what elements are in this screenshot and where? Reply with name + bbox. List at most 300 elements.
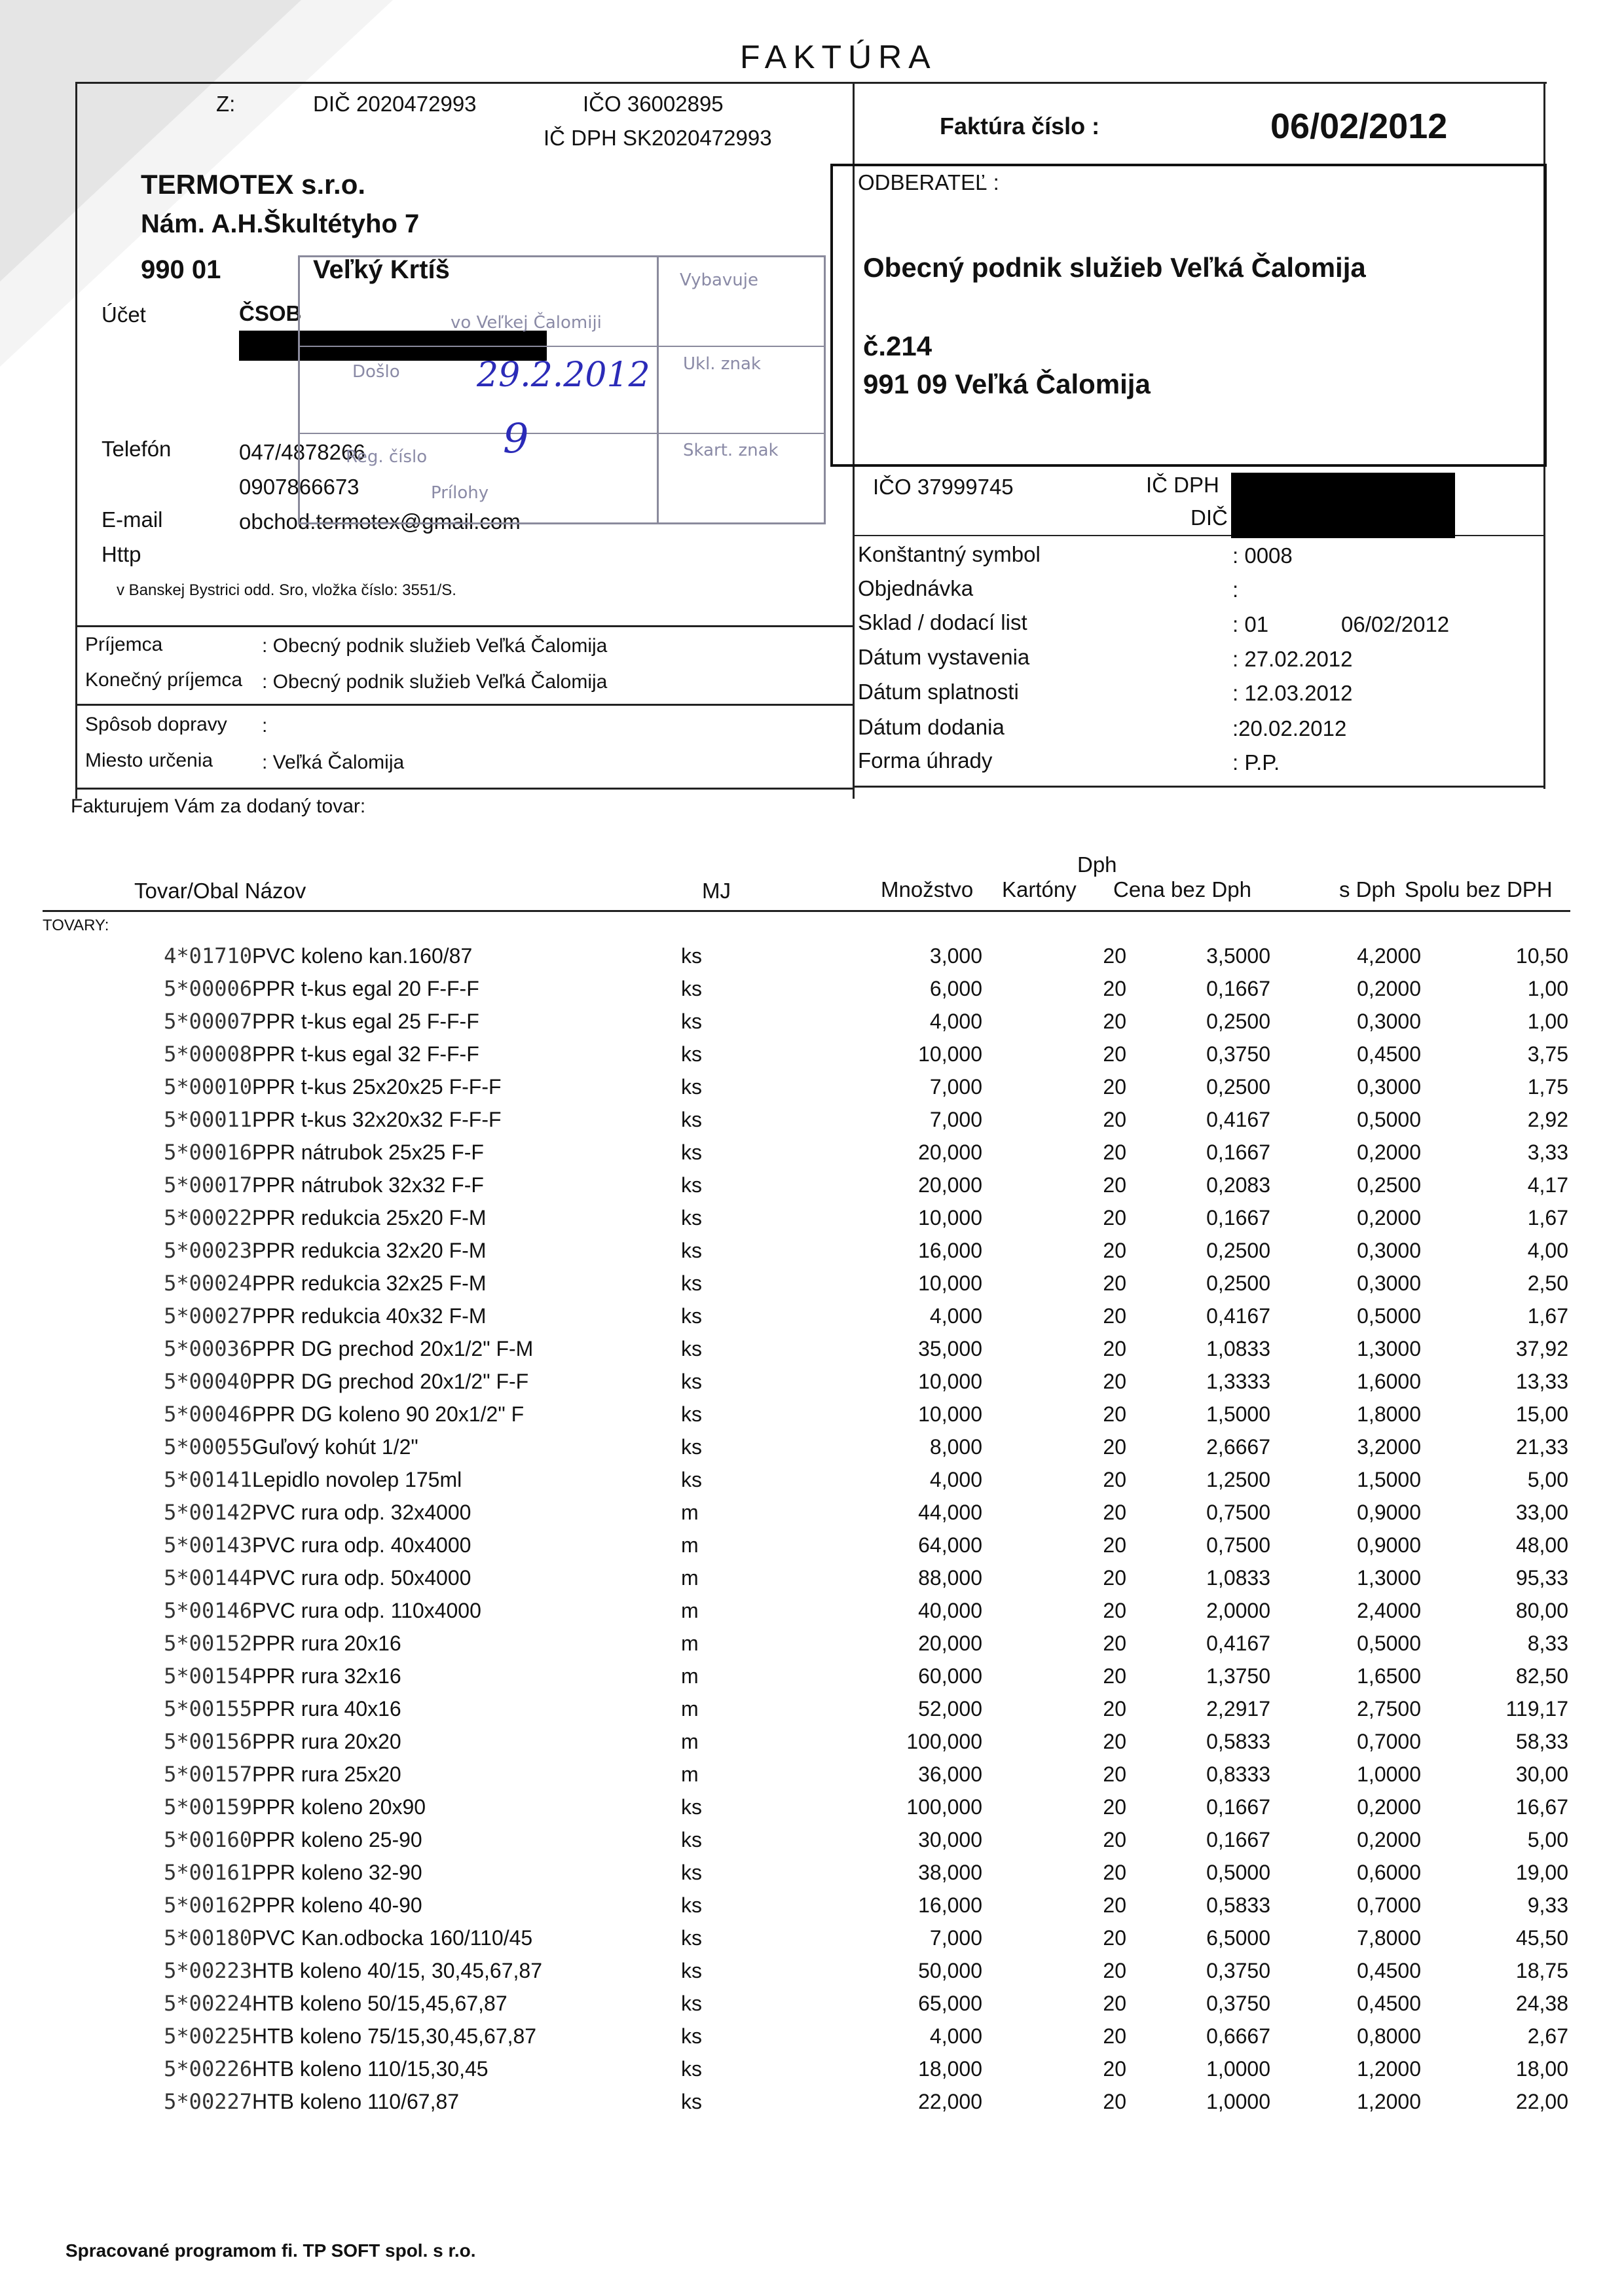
cell-dph: 20: [1103, 1140, 1126, 1164]
cell-price: 0,2500: [1206, 1238, 1270, 1262]
cell-unit: m: [681, 1729, 699, 1753]
cell-qty: 22,000: [918, 2089, 982, 2113]
cell-price: 0,7500: [1206, 1500, 1270, 1524]
cell-name: PVC rura odp. 32x4000: [252, 1500, 471, 1524]
table-row: [0, 972, 1568, 1005]
cell-dph: 20: [1103, 1729, 1126, 1753]
table-row: [0, 1627, 1568, 1660]
recipient-box: [830, 164, 1547, 467]
cell-code: 5*00142: [164, 1500, 252, 1525]
cell-dph: 20: [1103, 1467, 1126, 1491]
delivery-value: : 01: [1232, 612, 1269, 636]
cell-code: 5*00017: [164, 1173, 252, 1197]
cell-price: 1,0833: [1206, 1565, 1270, 1590]
cell-total: 2,50: [1527, 1271, 1568, 1295]
cell-price: 0,1667: [1206, 1827, 1270, 1851]
cell-unit: ks: [681, 1140, 702, 1164]
cell-total: 16,67: [1515, 1795, 1568, 1819]
cell-total: 37,92: [1515, 1336, 1568, 1360]
stamp-reg-label: Reg. číslo: [346, 447, 428, 467]
cell-dph: 20: [1103, 1434, 1126, 1459]
cell-code: 5*00146: [164, 1598, 252, 1623]
cell-total: 48,00: [1515, 1533, 1568, 1557]
cell-dph: 20: [1103, 1762, 1126, 1786]
cell-code: 5*00159: [164, 1795, 252, 1819]
recipient-ico: IČO 37999745: [873, 475, 1014, 499]
cell-price-vat: 0,4500: [1357, 1958, 1421, 1982]
cell-price-vat: 0,5000: [1357, 1631, 1421, 1655]
issued-value: : 27.02.2012: [1232, 647, 1353, 671]
cell-code: 5*00152: [164, 1631, 252, 1656]
cell-price-vat: 0,2000: [1357, 1795, 1421, 1819]
stamp-handwritten-reg: 9: [503, 414, 529, 462]
cell-dph: 20: [1103, 1500, 1126, 1524]
cell-name: PVC koleno kan.160/87: [252, 943, 473, 968]
cell-unit: ks: [681, 1467, 702, 1491]
cell-name: PPR DG prechod 20x1/2" F-F: [252, 1369, 529, 1393]
cell-name: PPR redukcia 25x20 F-M: [252, 1205, 487, 1230]
invoice-box-top: [853, 82, 1547, 84]
const-symbol-value: : 0008: [1232, 543, 1293, 568]
cell-unit: ks: [681, 2089, 702, 2113]
cell-total: 4,00: [1527, 1238, 1568, 1262]
payment-label: Forma úhrady: [858, 748, 993, 773]
cell-total: 18,75: [1515, 1958, 1568, 1982]
cell-dph: 20: [1103, 2024, 1126, 2048]
cell-total: 19,00: [1515, 1860, 1568, 1884]
cell-qty: 4,000: [929, 1009, 982, 1033]
cell-total: 119,17: [1505, 1696, 1568, 1721]
cell-name: PPR rura 25x20: [252, 1762, 401, 1786]
cell-price-vat: 1,6000: [1357, 1369, 1421, 1393]
table-header-rule: [43, 910, 1570, 912]
cell-name: PPR rura 40x16: [252, 1696, 401, 1721]
cell-unit: ks: [681, 1958, 702, 1982]
cell-price-vat: 0,9000: [1357, 1500, 1421, 1524]
cell-price-vat: 0,2500: [1357, 1173, 1421, 1197]
cell-dph: 20: [1103, 1402, 1126, 1426]
cell-total: 3,75: [1527, 1042, 1568, 1066]
cell-dph: 20: [1103, 1533, 1126, 1557]
cell-price: 0,5833: [1206, 1893, 1270, 1917]
cell-code: 5*00040: [164, 1369, 252, 1394]
cell-code: 5*00157: [164, 1762, 252, 1787]
cell-name: PPR rura 32x16: [252, 1664, 401, 1688]
cell-unit: ks: [681, 1009, 702, 1033]
cell-price-vat: 0,8000: [1357, 2024, 1421, 2048]
cell-qty: 7,000: [929, 1107, 982, 1131]
stamp-handwritten-date: 29.2.2012: [477, 355, 650, 395]
cell-price: 0,3750: [1206, 1042, 1270, 1066]
account-label: Účet: [101, 302, 146, 327]
redacted-tax-ids: [1231, 473, 1455, 538]
cell-unit: ks: [681, 1074, 702, 1099]
cell-unit: m: [681, 1664, 699, 1688]
cell-total: 82,50: [1515, 1664, 1568, 1688]
cell-qty: 20,000: [918, 1173, 982, 1197]
cell-price: 1,0833: [1206, 1336, 1270, 1360]
cell-name: PPR t-kus 25x20x25 F-F-F: [252, 1074, 502, 1099]
table-row: [0, 1234, 1568, 1267]
recipient-label: ODBERATEĽ :: [858, 170, 999, 194]
cell-dph: 20: [1103, 1074, 1126, 1099]
cell-qty: 30,000: [918, 1827, 982, 1851]
destination-label: Miesto určenia: [85, 750, 213, 771]
cell-unit: ks: [681, 1827, 702, 1851]
cell-price-vat: 2,7500: [1357, 1696, 1421, 1721]
cell-price: 0,2083: [1206, 1173, 1270, 1197]
folded-corner-shadow: [0, 0, 301, 282]
cell-total: 24,38: [1515, 1991, 1568, 2015]
issued-label: Dátum vystavenia: [858, 645, 1030, 669]
cell-dph: 20: [1103, 1696, 1126, 1721]
cell-price: 0,4167: [1206, 1107, 1270, 1131]
cell-unit: ks: [681, 2024, 702, 2048]
email-label: E-mail: [101, 507, 163, 532]
table-row: [0, 1954, 1568, 1987]
cell-price-vat: 0,3000: [1357, 1238, 1421, 1262]
cell-price-vat: 0,2000: [1357, 1140, 1421, 1164]
table-row: [0, 1758, 1568, 1791]
recipient-name: Obecný podnik služieb Veľká Čalomija: [863, 252, 1366, 283]
cell-price: 0,5000: [1206, 1860, 1270, 1884]
cell-code: 4*01710: [164, 943, 252, 968]
cell-name: HTB koleno 110/67,87: [252, 2089, 460, 2113]
cell-qty: 10,000: [918, 1042, 982, 1066]
cell-unit: ks: [681, 1173, 702, 1197]
cell-price-vat: 3,2000: [1357, 1434, 1421, 1459]
cell-name: PPR koleno 20x90: [252, 1795, 426, 1819]
cell-total: 2,67: [1527, 2024, 1568, 2048]
cell-dph: 20: [1103, 1598, 1126, 1622]
cell-name: PPR redukcia 32x25 F-M: [252, 1271, 487, 1295]
cell-unit: m: [681, 1762, 699, 1786]
cell-dph: 20: [1103, 1205, 1126, 1230]
cell-price-vat: 1,6500: [1357, 1664, 1421, 1688]
table-row: [0, 1823, 1568, 1856]
cell-price-vat: 4,2000: [1357, 943, 1421, 968]
supplied-label: Dátum dodania: [858, 715, 1005, 739]
col-unit: MJ: [702, 879, 731, 903]
table-row: [0, 1496, 1568, 1529]
cell-dph: 20: [1103, 1107, 1126, 1131]
cell-price: 3,5000: [1206, 943, 1270, 968]
cell-name: PPR t-kus egal 20 F-F-F: [252, 976, 479, 1000]
cell-price: 2,2917: [1206, 1696, 1270, 1721]
cell-unit: ks: [681, 1369, 702, 1393]
cell-code: 5*00156: [164, 1729, 252, 1754]
cell-price: 0,8333: [1206, 1762, 1270, 1786]
table-row: [0, 1692, 1568, 1725]
cell-dph: 20: [1103, 1958, 1126, 1982]
stamp-storage-mark: Ukl. znak: [683, 354, 761, 374]
cell-dph: 20: [1103, 1827, 1126, 1851]
cell-price-vat: 1,2000: [1357, 2089, 1421, 2113]
col-item: Tovar/Obal Názov: [134, 879, 306, 903]
cell-unit: ks: [681, 943, 702, 968]
supplier-box-top: [75, 82, 855, 84]
cell-dph: 20: [1103, 1631, 1126, 1655]
cell-unit: ks: [681, 1042, 702, 1066]
supplier-city: Veľký Krtíš: [313, 255, 450, 284]
cell-price-vat: 0,3000: [1357, 1271, 1421, 1295]
cell-code: 5*00016: [164, 1140, 252, 1165]
recipient-city: 991 09 Veľká Čalomija: [863, 369, 1151, 399]
cell-qty: 3,000: [929, 943, 982, 968]
cell-code: 5*00223: [164, 1958, 252, 1983]
table-row: [0, 1398, 1568, 1430]
cell-qty: 60,000: [918, 1664, 982, 1688]
stamp-attachments: Prílohy: [431, 483, 489, 503]
items-table: [0, 939, 1568, 2118]
cell-total: 58,33: [1515, 1729, 1568, 1753]
table-row: [0, 1660, 1568, 1692]
cell-code: 5*00155: [164, 1696, 252, 1721]
table-row: [0, 1856, 1568, 1889]
cell-qty: 38,000: [918, 1860, 982, 1884]
cell-code: 5*00007: [164, 1009, 252, 1034]
cell-dph: 20: [1103, 1991, 1126, 2015]
supplier-street: Nám. A.H.Škultétyho 7: [141, 210, 420, 238]
cell-name: PVC rura odp. 50x4000: [252, 1565, 471, 1590]
cell-qty: 20,000: [918, 1140, 982, 1164]
cell-code: 5*00010: [164, 1074, 252, 1099]
cell-name: PPR nátrubok 25x25 F-F: [252, 1140, 484, 1164]
cell-total: 15,00: [1515, 1402, 1568, 1426]
phone-1: 047/4878266: [239, 440, 365, 464]
cell-name: PPR rura 20x16: [252, 1631, 401, 1655]
cell-name: PVC rura odp. 110x4000: [252, 1598, 481, 1622]
cell-name: HTB koleno 50/15,45,67,87: [252, 1991, 507, 2015]
cell-total: 22,00: [1515, 2089, 1568, 2113]
cell-code: 5*00162: [164, 1893, 252, 1918]
cell-dph: 20: [1103, 1369, 1126, 1393]
delivery-label: Sklad / dodací list: [858, 610, 1027, 634]
recipient-street: č.214: [863, 331, 932, 361]
cell-code: 5*00227: [164, 2089, 252, 2114]
cell-price-vat: 1,8000: [1357, 1402, 1421, 1426]
cell-price: 0,4167: [1206, 1631, 1270, 1655]
cell-total: 3,33: [1527, 1140, 1568, 1164]
cell-unit: ks: [681, 1303, 702, 1328]
cell-price-vat: 0,3000: [1357, 1009, 1421, 1033]
cell-code: 5*00225: [164, 2024, 252, 2049]
cell-total: 21,33: [1515, 1434, 1568, 1459]
col-price: Cena bez Dph: [1113, 877, 1251, 902]
cell-dph: 20: [1103, 1795, 1126, 1819]
cell-price: 0,5833: [1206, 1729, 1270, 1753]
cell-total: 18,00: [1515, 2056, 1568, 2081]
footer-note: Spracované programom fi. TP SOFT spol. s r.o.: [65, 2240, 476, 2261]
cell-qty: 100,000: [906, 1729, 982, 1753]
cell-code: 5*00143: [164, 1533, 252, 1558]
cell-unit: ks: [681, 1271, 702, 1295]
cell-unit: ks: [681, 1402, 702, 1426]
cell-dph: 20: [1103, 976, 1126, 1000]
cell-unit: ks: [681, 976, 702, 1000]
cell-code: 5*00046: [164, 1402, 252, 1427]
table-row: [0, 1463, 1568, 1496]
cell-name: PPR koleno 32-90: [252, 1860, 422, 1884]
cell-price-vat: 1,3000: [1357, 1565, 1421, 1590]
cell-name: PPR t-kus egal 25 F-F-F: [252, 1009, 479, 1033]
cell-unit: ks: [681, 1893, 702, 1917]
cell-price-vat: 1,0000: [1357, 1762, 1421, 1786]
cell-name: PPR redukcia 40x32 F-M: [252, 1303, 487, 1328]
table-row: [0, 1987, 1568, 2020]
cell-price-vat: 0,4500: [1357, 1991, 1421, 2015]
cell-code: 5*00224: [164, 1991, 252, 2016]
destination-value: : Veľká Čalomija: [262, 752, 405, 773]
cell-unit: ks: [681, 2056, 702, 2081]
cell-total: 4,17: [1527, 1173, 1568, 1197]
cell-qty: 16,000: [918, 1893, 982, 1917]
cell-unit: ks: [681, 1991, 702, 2015]
order-label: Objednávka: [858, 576, 974, 600]
cell-qty: 10,000: [918, 1402, 982, 1426]
cell-name: PPR t-kus 32x20x32 F-F-F: [252, 1107, 502, 1131]
cell-qty: 40,000: [918, 1598, 982, 1622]
cell-price: 1,5000: [1206, 1402, 1270, 1426]
cell-total: 80,00: [1515, 1598, 1568, 1622]
cell-price: 2,6667: [1206, 1434, 1270, 1459]
cell-unit: ks: [681, 1107, 702, 1131]
cell-dph: 20: [1103, 1925, 1126, 1950]
cell-name: PPR DG prechod 20x1/2" F-M: [252, 1336, 534, 1360]
cell-name: PPR nátrubok 32x32 F-F: [252, 1173, 484, 1197]
phone-label: Telefón: [101, 437, 172, 461]
stamp-shred-mark: Skart. znak: [683, 441, 779, 460]
cell-qty: 4,000: [929, 2024, 982, 2048]
cell-code: 5*00011: [164, 1107, 252, 1132]
col-cartons: Kartóny: [1002, 877, 1077, 902]
due-value: : 12.03.2012: [1232, 681, 1353, 705]
cell-name: Guľový kohút 1/2": [252, 1434, 418, 1459]
cell-price: 0,3750: [1206, 1991, 1270, 2015]
cell-dph: 20: [1103, 1173, 1126, 1197]
cell-code: 5*00144: [164, 1565, 252, 1590]
cell-dph: 20: [1103, 1009, 1126, 1033]
receiver-label: Príjemca: [85, 634, 163, 655]
cell-price: 1,0000: [1206, 2056, 1270, 2081]
cell-price-vat: 7,8000: [1357, 1925, 1421, 1950]
table-row: [0, 1594, 1568, 1627]
delivery-number: 06/02/2012: [1341, 612, 1450, 636]
cell-name: HTB koleno 110/15,30,45: [252, 2056, 489, 2081]
cell-qty: 36,000: [918, 1762, 982, 1786]
cell-dph: 20: [1103, 1303, 1126, 1328]
cell-qty: 7,000: [929, 1925, 982, 1950]
table-row: [0, 1725, 1568, 1758]
col-total: Spolu bez DPH: [1405, 877, 1553, 902]
table-row: [0, 1201, 1568, 1234]
cell-dph: 20: [1103, 2056, 1126, 2081]
cell-qty: 35,000: [918, 1336, 982, 1360]
cell-price-vat: 0,5000: [1357, 1303, 1421, 1328]
phone-2: 0907866673: [239, 475, 360, 499]
cell-name: PPR koleno 25-90: [252, 1827, 422, 1851]
supplier-dic: DIČ 2020472993: [313, 92, 477, 116]
cell-total: 45,50: [1515, 1925, 1568, 1950]
stamp-arrived-label: Došlo: [352, 362, 400, 382]
cell-price-vat: 1,3000: [1357, 1336, 1421, 1360]
cell-total: 8,33: [1527, 1631, 1568, 1655]
cell-qty: 10,000: [918, 1369, 982, 1393]
const-symbol-label: Konštantný symbol: [858, 542, 1041, 566]
cell-price-vat: 0,2000: [1357, 976, 1421, 1000]
cell-price: 0,6667: [1206, 2024, 1270, 2048]
cell-dph: 20: [1103, 1893, 1126, 1917]
cell-total: 30,00: [1515, 1762, 1568, 1786]
table-row: [0, 1365, 1568, 1398]
cell-price-vat: 0,7000: [1357, 1729, 1421, 1753]
cell-total: 1,75: [1527, 1074, 1568, 1099]
supplier-box-divider1: [75, 625, 855, 627]
cell-price-vat: 0,2000: [1357, 1827, 1421, 1851]
stamp-divider: [657, 257, 659, 522]
cell-total: 1,67: [1527, 1205, 1568, 1230]
cell-code: 5*00023: [164, 1238, 252, 1263]
cell-code: 5*00226: [164, 2056, 252, 2081]
cell-total: 10,50: [1515, 943, 1568, 968]
cell-dph: 20: [1103, 1238, 1126, 1262]
cell-unit: ks: [681, 1925, 702, 1950]
cell-unit: ks: [681, 1795, 702, 1819]
table-row: [0, 1889, 1568, 1922]
cell-price: 1,2500: [1206, 1467, 1270, 1491]
cell-dph: 20: [1103, 943, 1126, 968]
supplier-name: TERMOTEX s.r.o.: [141, 169, 366, 200]
table-row: [0, 1103, 1568, 1136]
cell-unit: ks: [681, 1336, 702, 1360]
table-row: [0, 2052, 1568, 2085]
cell-total: 33,00: [1515, 1500, 1568, 1524]
cell-dph: 20: [1103, 1565, 1126, 1590]
cell-dph: 20: [1103, 2089, 1126, 2113]
supplier-ic-dph: IČ DPH SK2020472993: [544, 126, 772, 150]
cell-code: 5*00154: [164, 1664, 252, 1688]
cell-unit: ks: [681, 1434, 702, 1459]
cell-price-vat: 0,2000: [1357, 1205, 1421, 1230]
invoice-number-label: Faktúra číslo :: [940, 113, 1100, 139]
bank-name: ČSOB: [239, 301, 302, 325]
cell-unit: m: [681, 1565, 699, 1590]
cell-price-vat: 1,5000: [1357, 1467, 1421, 1491]
cell-price-vat: 0,9000: [1357, 1533, 1421, 1557]
cell-price: 0,1667: [1206, 1795, 1270, 1819]
cell-code: 5*00180: [164, 1925, 252, 1950]
final-receiver-label: Konečný príjemca: [85, 669, 243, 691]
table-row: [0, 1267, 1568, 1300]
cell-dph: 20: [1103, 1664, 1126, 1688]
cell-price: 0,7500: [1206, 1533, 1270, 1557]
cell-price: 0,2500: [1206, 1009, 1270, 1033]
cell-dph: 20: [1103, 1860, 1126, 1884]
cell-code: 5*00160: [164, 1827, 252, 1852]
invoice-number: 06/02/2012: [1270, 107, 1448, 146]
cell-total: 1,67: [1527, 1303, 1568, 1328]
cell-dph: 20: [1103, 1042, 1126, 1066]
col-dph: Dph: [1077, 852, 1117, 877]
cell-dph: 20: [1103, 1336, 1126, 1360]
supplier-box-left: [75, 82, 77, 799]
cell-name: PPR redukcia 32x20 F-M: [252, 1238, 487, 1262]
table-row: [0, 1300, 1568, 1332]
cell-price-vat: 2,4000: [1357, 1598, 1421, 1622]
stamp-row-line2: [300, 433, 824, 434]
cell-unit: m: [681, 1533, 699, 1557]
cell-price: 2,0000: [1206, 1598, 1270, 1622]
